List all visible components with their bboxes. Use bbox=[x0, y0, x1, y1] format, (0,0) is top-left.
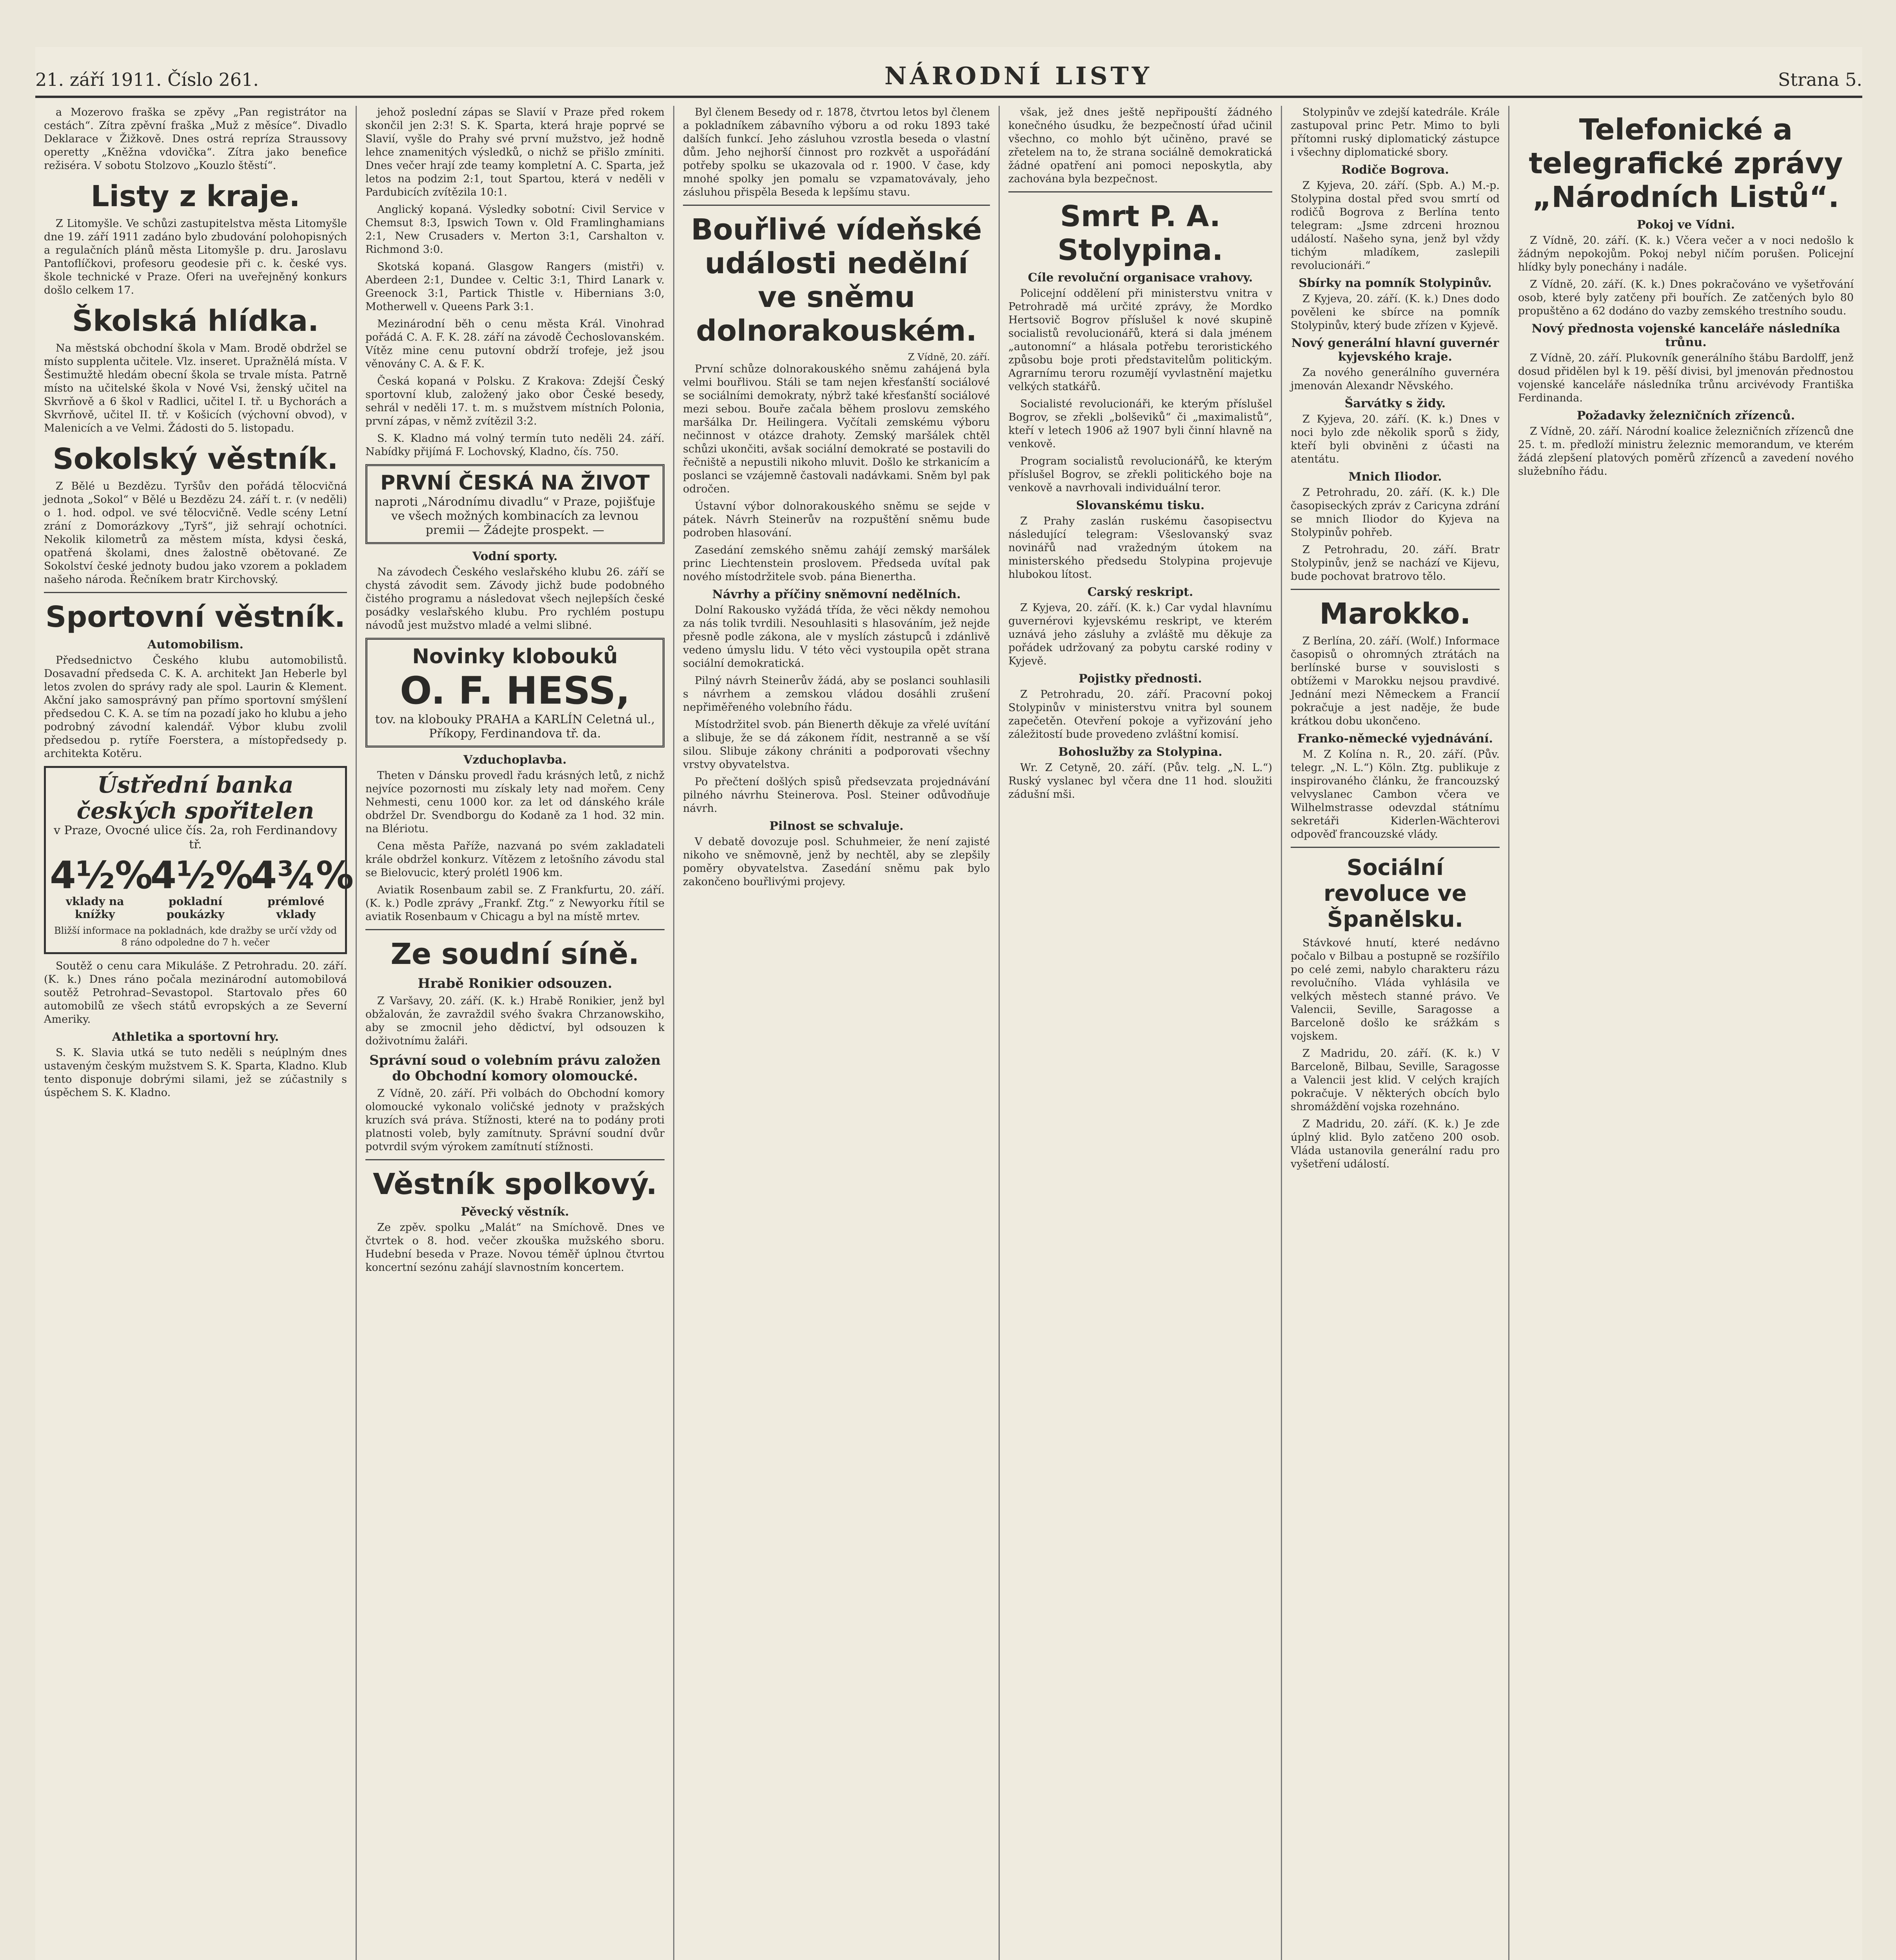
article-headline: Správní soud o volebním právu založen do Obchodní komory olomoucké. bbox=[369, 1053, 661, 1084]
bank-advert bbox=[44, 766, 354, 954]
rate-item bbox=[251, 853, 354, 921]
page-number: Strana 5. bbox=[1778, 69, 1862, 90]
article-text: jehož poslední zápas se Slavií v Praze před rokem skončil jen 2:3! S. K. Sparta, která hraje poprvé se Slavií, vyšle do Prahy své první mužstvo, jež hodně lehce znamenitých výsledků, o nichž se přišlo zmíniti. Dnes večer hrají zde teamy kompletní A. C. Sparta, jež letos na podzim 2:1, tout Spartou, která v neděli v Pardubicích zvítězila 10:1. bbox=[365, 106, 665, 198]
section-title: Věstník spolkový. bbox=[373, 1167, 657, 1201]
column-4 bbox=[1000, 106, 1282, 1960]
article-text: S. K. Kladno má volný termín tuto neděli 24. září. Nabídky přijímá F. Lochovský, Kladno, čís. 750. bbox=[365, 432, 665, 458]
article-text: Na městská obchodní škola v Mam. Brodě obdržel se místo supplenta učitele. Vlz. inseret. Upražnělá místa. V Šestimužtě hledám obecní škola se trvale místa. Patrně místo na učitelské škola v Nové Vsi, ženský učitel na Skvrňově a 6 škol v Radlici, učitel I. tř. u Bychorách a Skvrňově, učitel II. tř. v Košicích (výchovní obvod), v Malenicích a ve Velmi. Žádosti do 5. listopadu. bbox=[44, 342, 347, 434]
article-text: Dolní Rakousko vyžádá třída, že věci někdy nemohou za nás tolik tvrdili. Nesouhlasiti s hlasováním, jež nejde přesně podle zákona, ale v myslích zástupců i zdánlivě vedeno úmyslu lidu. V této věci vystoupila opět strana sociální demokratická. bbox=[683, 604, 990, 670]
article-text: Anglický kopaná. Výsledky sobotní: Civil Service v Chemsut 8:3, Ipswich Town v. Old Framlinghamians 2:1, New Crusaders v. Merton 3:1, Carshalton v. Richmond 3:0. bbox=[365, 203, 665, 256]
article-text: Česká kopaná v Polsku. Z Krakova: Zdejší Český sportovní klub, založený jako obor České besedy, sehrál v neděli 17. t. m. s mužstvem místních Polonia, první zápas, v němž zvítězil 3:2. bbox=[365, 375, 665, 427]
article-text: Z Litomyšle. Ve schůzi zastupitelstva města Litomyšle dne 19. září 1911 zadáno bylo zbudování polohopisných a regulačních plánů města Litomyšle p. dru. Jaroslavu Pantoflíčkovi, profesoru geodesie při c. k. české vys. škole technické v Praze. Oferi na uveřejněný konkurs došlo celkem 17. bbox=[44, 218, 347, 296]
advert-text: naproti „Národnímu divadlu“ v Praze, pojišťuje ve všech možných kombinacích za levnou premii — Žádejte prospekt. — bbox=[374, 495, 656, 537]
section-title: Bouřlivé vídeňské události nedělní ve sněmu dolnorakouském. bbox=[691, 213, 982, 348]
article-text: Z Kyjeva, 20. září. (K. k.) Car vydal hlavnímu guvernérovi kyjevskému reskript, ve kterém uznává jeho zásluhy a zvláště mu děkuje za pořádek udržovaný za pobytu carské rodiny v Kyjevě. bbox=[1008, 602, 1272, 667]
rate-item bbox=[150, 853, 253, 921]
article-text: Z Madridu, 20. září. (K. k.) V Barceloně, Bilbau, Seville, Saragosse a Valencii jest klid. V celých krajích pokračuje. V některých obcích bylo shromáždění vojska rozehnáno. bbox=[1291, 1047, 1500, 1113]
article-text: Aviatik Rosenbaum zabil se. Z Frankfurtu, 20. září. (K. k.) Podle zprávy „Frankf. Ztg.“ z Newyorku řítil se aviatik Rosenbaum v Chicagu a byl na místě mrtev. bbox=[365, 884, 665, 923]
advert-brand: O. F. HESS, bbox=[400, 669, 630, 713]
dateline: Z Vídně, 20. září. bbox=[908, 352, 990, 363]
section-title: Listy z kraje. bbox=[91, 180, 300, 213]
bank-address: v Praze, Ovocné ulice čís. 2a, roh Ferdinandovy tř. bbox=[53, 824, 338, 851]
newspaper-page bbox=[35, 47, 1862, 1960]
article-text: Z Vídně, 20. září. (K. k.) Dnes pokračováno ve vyšetřování osob, které byly zatčeny při bouřích. Ze zatčených bylo 80 propuštěno a 62 dodáno do vazby zemského trestního soudu. bbox=[1518, 278, 1854, 317]
subsection-title: Pěvecký věstník. bbox=[461, 1205, 569, 1219]
article-text: Z Petrohradu, 20. září. Bratr Stolypinův, jenž se nachází ve Kijevu, bude pochovat bratrovo tělo. bbox=[1291, 544, 1500, 583]
subsection-title: Rodiče Bogrova. bbox=[1341, 163, 1449, 177]
section-title: Ze soudní síně. bbox=[390, 937, 639, 971]
subsection-title: Cíle revoluční organisace vrahovy. bbox=[1028, 271, 1253, 285]
article-text: Ústavní výbor dolnorakouského sněmu se sejde v pátek. Návrh Steinerův na rozpuštění sněmu bude podroben hlasování. bbox=[683, 500, 990, 539]
issue-date: 21. září 1911. Číslo 261. bbox=[35, 69, 259, 90]
rate-label: vklady na knížky bbox=[65, 895, 124, 921]
article-text: Z Kyjeva, 20. září. (Spb. A.) M.-p. Stolypina dostal před svou smrtí od rodičů Bogrova z Berlína tento telegram: „Jsme zdrceni hroznou událostí. Našeho syna, jenž byl vždy tichým mladíkem, zaslepili revolucionáři.“ bbox=[1291, 180, 1500, 272]
article-text: Skotská kopaná. Glasgow Rangers (mistři) v. Aberdeen 2:1, Dundee v. Celtic 3:1, Third Lanark v. Greenock 3:1, Partick Thistle v. Hibernians 3:0, Motherwell v. Queens Park 3:1. bbox=[365, 261, 665, 313]
subsection-title: Vodní sporty. bbox=[472, 550, 558, 563]
article-text: Z Petrohradu, 20. září. Pracovní pokoj Stolypinův v ministerstvu vnitra byl sounem zapečetěn. Otevření pokoje a vyřizování jeho záležitostí bude provedeno zvláštní komisí. bbox=[1008, 688, 1272, 740]
subsection-title: Nový generální hlavní guvernér kyjevského kraje. bbox=[1291, 336, 1499, 364]
article-text: Z Kyjeva, 20. září. (K. k.) Dnes v noci bylo zde několik sporů s židy, kteří byli obviněni z účasti na atentátu. bbox=[1291, 413, 1500, 465]
hat-advert bbox=[365, 638, 665, 748]
article-text: Byl členem Besedy od r. 1878, čtvrtou letos byl členem a pokladníkem zábavního výboru a od roku 1893 také dalších funkcí. Jeho zásluhou vzrostla besedа o vlastní dům. Jeho nejhorší činnost pro rozkvět a uspořádání potřeby spolku se ukazovala od r. 1900. V čase, kdy mnohé spolky jen pomalu se vzpamatovávaly, jeho zásluhou přispěla Beseda k lepšímu stavu. bbox=[683, 106, 990, 198]
article-text: Pilný návrh Steinerův žádá, aby se poslanci souhlasili s návrhem a zemskou vládou dosáhli zrušení nepřiměřeného volebního řádu. bbox=[683, 675, 990, 713]
article-text: Stávkové hnutí, které nedávno počalo v Bilbau a postupně se rozšířilo po celé zemi, nabylo charakteru rázu revolučního. Vláda vyhlásila ve velkých městech stanné právo. Ve Valencii, Seville, Saragosse a Barceloně došlo ke srážkám s vojskem. bbox=[1291, 937, 1500, 1042]
divider bbox=[365, 929, 665, 930]
rate-value: 4½% bbox=[150, 853, 253, 897]
subsection-title: Carský reskript. bbox=[1087, 585, 1193, 599]
article-headline: Hrabě Ronikier odsouzen. bbox=[418, 976, 612, 991]
article-text: Po přečtení došlých spisů předsevzata projednávání pilného návrhu Steinerova. Posl. Steiner odůvodňuje návrh. bbox=[683, 776, 990, 815]
insurance-advert bbox=[365, 464, 665, 544]
article-text: Z Vídně, 20. září. Národní koalice železničních zřízenců dne 25. t. m. předloží ministru železnic memorandum, ve kterém žádá zlepšení platových poměrů zřízenců a zavedení nového služebního řádu. bbox=[1518, 425, 1854, 477]
subsection-title: Bohoslužby za Stolypina. bbox=[1058, 745, 1222, 759]
article-text: Socialisté revolucionáři, ke kterým příslušel Bogrov, se zřekli „bolševiků“ či „maximalistů“, kteří v letech 1906 až 1907 byli činní hlavně na venkově. bbox=[1008, 398, 1272, 450]
article-text: Zasedání zemského sněmu zahájí zemský maršálek princ Liechtenstein proslovem. Předseda uvítal pak nového místodržitele svob. pána Bienertha. bbox=[683, 544, 990, 583]
subsection-title: Vzduchoplavba. bbox=[463, 753, 567, 767]
subsection-title: Automobilism. bbox=[147, 638, 243, 652]
column-3 bbox=[674, 106, 1000, 1960]
article-text: Cena města Paříže, nazvaná po svém zakladateli krále obdržel konkurz. Vítězem z letošního závodu stal se Bielovucic, který prolétl 1906 km. bbox=[365, 840, 665, 879]
section-title: Sportovní věstník. bbox=[45, 600, 346, 634]
article-text: Za nového generálního guvernéra jmenován Alexandr Něvského. bbox=[1291, 367, 1500, 392]
subsection-title: Šarvátky s židy. bbox=[1344, 397, 1446, 410]
article-text: Mezinárodní běh o cenu města Král. Vinohrad pořádá C. A. F. K. 28. září na závodě Čechoslovanském. Vítěz mine cenu putovní obdrží trofeje, jež jsou věnovány C. A. & F. K. bbox=[365, 318, 665, 370]
subsection-title: Athletika a sportovní hry. bbox=[112, 1030, 279, 1044]
subsection-title: Návrhy a příčiny sněmovní nedělních. bbox=[712, 588, 961, 601]
advert-title: PRVNÍ ČESKÁ NA ŽIVOT bbox=[380, 471, 650, 495]
rate-row bbox=[50, 853, 354, 921]
article-text: Z Vídně, 20. září. (K. k.) Včera večer a v noci nedošlo k žádným nepokojům. Pokoj nebyl ničím porušen. Policejní hlídky byly ponechány i nadále. bbox=[1518, 234, 1854, 273]
article-text: Z Madridu, 20. září. (K. k.) Je zde úplný klid. Bylo zatčeno 200 osob. Vláda ustanovila generální radu pro vyšetření událostí. bbox=[1291, 1118, 1500, 1170]
divider bbox=[365, 1159, 665, 1160]
subsection-title: Mnich Iliodor. bbox=[1348, 470, 1442, 484]
rate-value: 4¾% bbox=[251, 853, 354, 897]
article-text: Předsednictvo Českého klubu automobilistů. Dosavadní předseda C. K. A. architekt Jan Heberle byl letos zvolen do správy rady ale spol. Laurin & Klement. Akční jako samosprávný pan přímo sportovní smýšlení předsedou C. K. A. se tím na pozadí jako ho klubu a jeho podrobný závodní kalendář. Výbor klubu zvolil předsedou p. rytíře Foerstera, a místopředsedy p. architekta Kotěru. bbox=[44, 654, 347, 760]
subsection-title: Nový přednosta vojenské kanceláře následníka trůnu. bbox=[1531, 322, 1840, 349]
subsection-title: Požadavky železničních zřízenců. bbox=[1576, 409, 1795, 423]
section-title: Telefonické a telegrafické zprávy „Národních Listů“. bbox=[1529, 113, 1843, 214]
bank-title: Ústřední banka českých spořitelen bbox=[76, 771, 314, 824]
article-text: Program socialistů revolucionářů, ke kterým příslušel Bogrov, se zřekli politického boje na venkově a navrhovali individuální teror. bbox=[1008, 455, 1272, 494]
column-2 bbox=[357, 106, 674, 1960]
advert-text: tov. na klobouky PRAHA a KARLÍN Celetná ul., Příkopy, Ferdinandova tř. da. bbox=[375, 713, 655, 740]
article-text: Z Vídně, 20. září. Při volbách do Obchodní komory olomoucké vykonalo voličské jednoty v pražských kruzích svá práva. Stížnosti, které na to podány proti platnosti voleb, byly zamítnuty. Správní soudní dvůr potvrdil svým výrokem zamítnutí stížnosti. bbox=[365, 1087, 665, 1153]
subsection-title: Pilnost se schvaluje. bbox=[769, 819, 904, 833]
column-6 bbox=[1509, 106, 1862, 1960]
masthead bbox=[35, 47, 1862, 98]
paper-title: NÁRODNÍ LISTY bbox=[884, 62, 1153, 90]
subsection-title: Franko-německé vyjednávání. bbox=[1297, 732, 1493, 746]
subsection-title: Slovanskému tisku. bbox=[1076, 499, 1205, 512]
article-text: Z Prahy zaslán ruskému časopisectvu následující telegram: Všeslovanský svaz novinářů nad vražedným útokem na ministerského předsedu Stolypina projevuje hlubokou lítost. bbox=[1008, 515, 1272, 581]
subsection-title: Pojistky přednosti. bbox=[1079, 672, 1202, 686]
article-text: M. Z Kolína n. R., 20. září. (Pův. telegr. „N. L.“) Köln. Ztg. publikuje z inspirovaného článku, že francouzský velvyslanec Cambon včera ve Wilhelmstrasse odevzdal státnímu sekretáři Kiderlen-Wächterovi odpověď francouzské vlády. bbox=[1291, 748, 1500, 840]
article-text: Z Kyjeva, 20. září. (K. k.) Dnes dodo pověleni ke sbírce na pomník Stolypinův, který bude zřízen v Kyjevě. bbox=[1291, 293, 1500, 332]
section-title: Školská hlídka. bbox=[72, 304, 319, 338]
section-title: Sokolský věstník. bbox=[53, 442, 338, 476]
article-text: Policejní oddělení při ministerstvu vnitra v Petrohradě má určité zprávy, že Mordko Hertsovič Bogrov příslušel k nové skupině socialistů revolucionářů, která si dala jménem „autonomní“ a hlásala potřebu teroristického způsobu boje proti představitelům politickým. Agrarnímu teroru rozumějí vyvlastnění majetku velkých statkářů. bbox=[1008, 287, 1272, 393]
column-5 bbox=[1282, 106, 1509, 1960]
divider bbox=[1291, 847, 1500, 848]
divider bbox=[683, 205, 990, 206]
article-text: Stolypinův ve zdejší katedrále. Krále zastupoval princ Petr. Mimo to byli přítomni ruský diplomatický zástupce i všechny diplomatické sbory. bbox=[1291, 106, 1500, 158]
columns bbox=[35, 106, 1862, 1960]
theatre-note: a Mozerovo fraška se zpěvy „Pan registrátor na cestách“. Zítra zpěvní fraška „Muž z měsíce“. Divadlo Deklarace v Žižkově. Dnes ostrá repríza Straussovy operetty „Kněžna vdovička“. Zítra jako benefice režiséra. V sobotu Stolzovo „Kouzlo štěstí“. bbox=[44, 106, 347, 172]
section-title: Sociální revoluce ve Španělsku. bbox=[1324, 855, 1467, 932]
section-title: Smrt P. A. Stolypina. bbox=[1057, 200, 1223, 267]
article-text: Na závodech Českého veslařského klubu 26. září se chystá závodit sem. Závody jichž bude podobného čistého programu a následovat všech nejlepších české posádky veslařského klubu. Pro rychlém postupu návodů jest mužstvo mladé a velmi slibné. bbox=[365, 566, 665, 632]
rate-value: 4½% bbox=[50, 853, 153, 897]
article-text: však, jež dnes ještě nepřipouští žádného konečného úsudku, že bezpečností úřad učinil všechno, co mohlo být učiněno, pravé se zřetelem na to, že stranа sociálně demokratická žádné opatření ani pomoci neposkytla, aby zachována byla bezpečnost. bbox=[1008, 106, 1272, 185]
article-text: Z Vídně, 20. září. Plukovník generálního štábu Bardolff, jenž dosud přidělen byl k 19. pěší divisi, byl jmenován přednostou vojenské kanceláře následníka trůnu arcivévody Františka Ferdinanda. bbox=[1518, 352, 1854, 404]
section-title: Marokko. bbox=[1319, 597, 1471, 631]
rate-label: pokladní poukázky bbox=[166, 895, 225, 921]
subsection-title: Pokoj ve Vídni. bbox=[1636, 218, 1735, 232]
article-text: Místodržitel svob. pán Bienerth děkuje za vřelé uvítání a slibuje, že se dá zákonem řídit, nestranně a se vší silou. Slibuje zákony chrániti a podporovati všechny vrstvy obyvatelstva. bbox=[683, 719, 990, 771]
column-1 bbox=[35, 106, 357, 1960]
article-text: Ze zpěv. spolku „Malát“ na Smíchově. Dnes ve čtvrtek o 8. hod. večer zkouška mužského sboru. Hudební besedа v Praze. Novou téměř úplnou čtvrtou koncertní sezónu zahájí slavnostním koncertem. bbox=[365, 1221, 665, 1274]
advert-title: Novinky klobouků bbox=[412, 645, 618, 668]
article-text: Theten v Dánsku provedl řadu krásných letů, z nichž nejvíce pozornosti mu získaly lety nad mořem. Ceny Nehmesti, cenu 1000 kor. za let od dánského krále obdržel Dr. Svendborgu do Kodaně za 1 hod. 32 min. na Blériotu. bbox=[365, 769, 665, 835]
article-text: Wr. Z Cetyně, 20. září. (Pův. telg. „N. L.“) Ruský vyslanec byl včera dne 11 hod. sloužiti zádušní mši. bbox=[1008, 762, 1272, 800]
subsection-title: Sbírky na pomník Stolypinův. bbox=[1299, 276, 1492, 290]
rate-item bbox=[50, 853, 153, 921]
article-text: V debatě dovozuje posl. Schuhmeier, že není zajisté nikoho ve sněmovně, jenž by nechtěl, aby se zlepšily poměry obyvatelstva. Zasedání sněmu pak bylo zakončeno bouřlivými projevy. bbox=[683, 836, 990, 888]
divider bbox=[1291, 589, 1500, 590]
article-text: Z Petrohradu, 20. září. (K. k.) Dle časopiseckých zpráv z Caricyna zdrání se mnich Iliodor do Kyjeva na Stolypinův pohřeb. bbox=[1291, 486, 1500, 539]
article-text: Soutěž o cenu cara Mikuláše. Z Petrohradu. 20. září. (K. k.) Dnes ráno počala mezinárodní automobilová soutěž Petrohrad–Sevastopol. Startovalo přes 60 automobilů ze všech států evropských a ze Severní Ameriky. bbox=[44, 960, 347, 1025]
article-text: Z Varšavy, 20. září. (K. k.) Hrabě Ronikier, jenž byl obžalován, že zavraždil svého švakra Chrzanowskiho, aby se zmocnil jeho dědictví, byl odsouzen k doživotnímu žaláři. bbox=[365, 995, 665, 1047]
article-text: První schůze dolnorakouského sněmu zahájená byla velmi bouřlivou. Stáli se tam nejen křesťanští sociálové se sociálními demokraty, nýbrž také křesťanští sociálové mezi sebou. Bouře začala během proslovu zemského maršálka Dr. Heilingera. Vyčítali zemskému výboru nečinnost v otázce drahoty. Zemský maršálek chtěl schůzi ukončiti, avšak sociální demokraté se postavili do řečniště a nepustili nikoho mluvit. Došlo ke strkanicím a poslanci se vzájemně častovali nadávkami. Sněm byl pak odročen. bbox=[683, 363, 990, 495]
divider bbox=[1008, 191, 1272, 192]
bank-note: Bližší informace na pokladnách, kde dražby se určí vždy od 8 ráno odpoledne do 7 h. večer bbox=[54, 925, 337, 948]
article-text: S. K. Slavia utká se tuto neděli s neúplným dnes ustaveným českým mužstvem S. K. Sparta, Kladno. Klub tento disponuje dobrými silami, jež se zúčastnily s úspěchem S. K. Kladno. bbox=[44, 1047, 347, 1099]
divider bbox=[44, 592, 347, 593]
rate-label: prémlové vklady bbox=[267, 895, 325, 921]
article-text: Z Berlína, 20. září. (Wolf.) Informace časopisů o ohromných ztrátách na berlínské burse v souvislosti s obtížemi v Marokku nejsou pravdivé. Jednání mezi Německem a Francií pokračuje a jest naděje, že bude krátkou dobu ukončeno. bbox=[1291, 635, 1500, 727]
article-text: Z Bělé u Bezdězu. Tyršův den pořádá tělocvičná jednota „Sokol“ v Bělé u Bezdězu 24. září t. r. (v neděli) o 1. hod. odpol. ve své tělocvičně. Vedle scény Letní zrání z Domorázkovy „Tyrš“, již sehrají ochotníci. Nekolik kilometrů za městem místa, kdysi česká, opatřená školami, dnes žalostně obětované. Ze Sokolství české jednoty budou jako vzorem a pokladem našeho národa. Řečníkem bratr Kirchovský. bbox=[44, 480, 347, 586]
